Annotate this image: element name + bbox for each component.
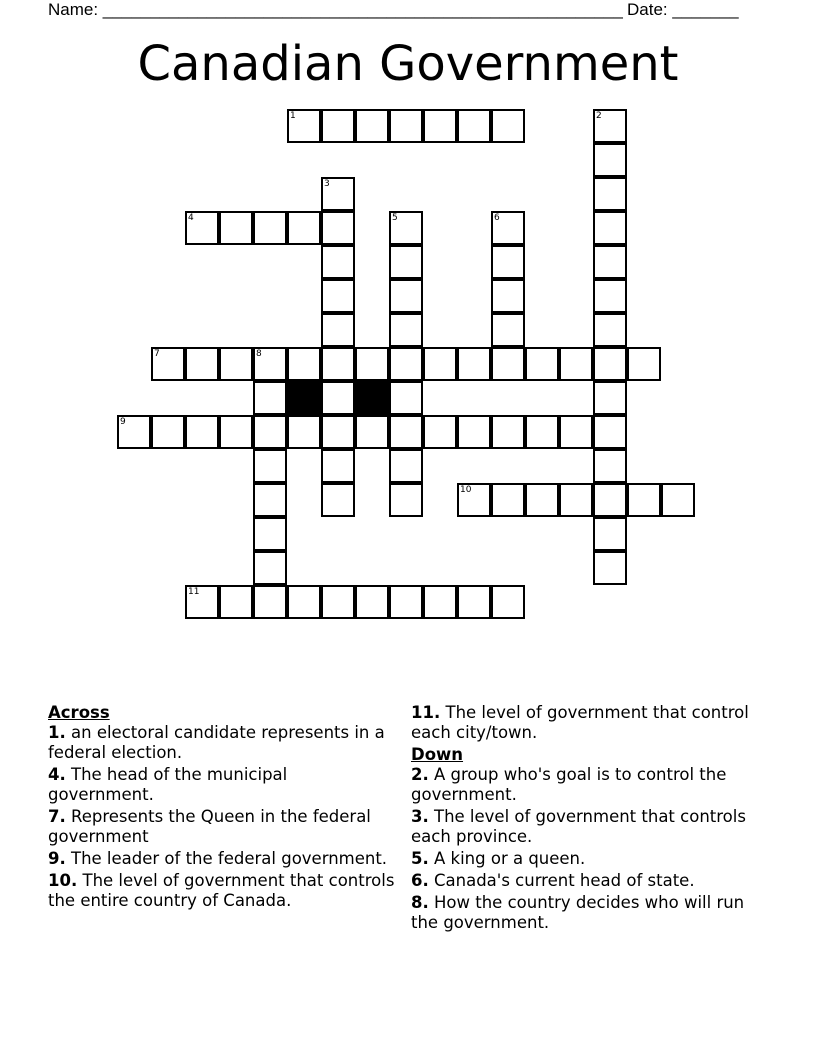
clue-number-label: 7 (154, 349, 160, 359)
grid-cell[interactable] (117, 415, 151, 449)
grid-cell[interactable] (253, 483, 287, 517)
grid-cell[interactable] (491, 313, 525, 347)
grid-cell[interactable] (151, 347, 185, 381)
grid-cell[interactable] (389, 381, 423, 415)
grid-cell[interactable] (593, 551, 627, 585)
grid-cell[interactable] (457, 585, 491, 619)
grid-cell[interactable] (593, 381, 627, 415)
grid-cell[interactable] (389, 279, 423, 313)
grid-cell[interactable] (593, 211, 627, 245)
clue-down-5 (411, 849, 751, 869)
grid-cell[interactable] (593, 177, 627, 211)
grid-cell[interactable] (253, 211, 287, 245)
grid-cell[interactable] (423, 347, 457, 381)
clue-across-11 (411, 703, 751, 743)
grid-cell[interactable] (457, 109, 491, 143)
clue-text: Canada's current head of state. (434, 871, 695, 890)
grid-cell[interactable] (389, 313, 423, 347)
clue-text: A group who's goal is to control the government. (411, 765, 727, 804)
grid-cell[interactable] (491, 211, 525, 245)
clue-number: 11. (411, 703, 441, 722)
grid-cell[interactable] (253, 517, 287, 551)
grid-cell[interactable] (253, 551, 287, 585)
clue-down-6 (411, 871, 751, 891)
grid-cell[interactable] (491, 585, 525, 619)
clue-number: 6. (411, 871, 429, 890)
clue-text: How the country decides who will run the government. (411, 893, 745, 932)
grid-cell[interactable] (185, 585, 219, 619)
grid-cell[interactable] (321, 109, 355, 143)
grid-cell[interactable] (389, 449, 423, 483)
grid-cell[interactable] (321, 483, 355, 517)
grid-cell[interactable] (321, 177, 355, 211)
grid-cell[interactable] (389, 585, 423, 619)
grid-cell[interactable] (321, 347, 355, 381)
grid-cell[interactable] (593, 109, 627, 143)
grid-cell[interactable] (389, 483, 423, 517)
clues-column-left (48, 703, 398, 913)
grid-cell[interactable] (593, 449, 627, 483)
grid-cell[interactable] (321, 313, 355, 347)
clue-text: Represents the Queen in the federal government (48, 807, 371, 846)
clue-text: an electoral candidate represents in a federal election. (48, 723, 385, 762)
black-square (287, 381, 321, 415)
grid-cell[interactable] (457, 483, 491, 517)
grid-cell[interactable] (253, 381, 287, 415)
grid-cell[interactable] (389, 245, 423, 279)
grid-cell[interactable] (491, 415, 525, 449)
clue-text: The leader of the federal government. (71, 849, 388, 868)
clue-across-4 (48, 765, 398, 805)
clue-number: 9. (48, 849, 66, 868)
grid-cell[interactable] (559, 347, 593, 381)
grid-cell[interactable] (219, 585, 253, 619)
clue-text: A king or a queen. (434, 849, 586, 868)
grid-cell[interactable] (287, 109, 321, 143)
clue-number: 7. (48, 807, 66, 826)
name-field[interactable]: Name: _______________________________________________________ (48, 0, 623, 19)
clue-number: 4. (48, 765, 66, 784)
grid-cell[interactable] (627, 347, 661, 381)
grid-cell[interactable] (321, 585, 355, 619)
clue-number-label: 1 (290, 111, 296, 121)
grid-cell[interactable] (355, 347, 389, 381)
grid-cell[interactable] (321, 245, 355, 279)
grid-cell[interactable] (253, 347, 287, 381)
grid-cell[interactable] (389, 347, 423, 381)
grid-cell[interactable] (389, 109, 423, 143)
grid-cell[interactable] (423, 415, 457, 449)
clue-number: 8. (411, 893, 429, 912)
clue-number-label: 5 (392, 213, 398, 223)
clue-number-label: 3 (324, 179, 330, 189)
grid-cell[interactable] (593, 279, 627, 313)
clue-number-label: 4 (188, 213, 194, 223)
grid-cell[interactable] (627, 483, 661, 517)
grid-cell[interactable] (457, 347, 491, 381)
grid-cell[interactable] (559, 415, 593, 449)
grid-cell[interactable] (321, 381, 355, 415)
grid-cell[interactable] (253, 415, 287, 449)
clue-across-10 (48, 871, 398, 911)
grid-cell[interactable] (389, 211, 423, 245)
grid-cell[interactable] (219, 211, 253, 245)
clue-across-7 (48, 807, 398, 847)
grid-cell[interactable] (355, 109, 389, 143)
clue-number: 10. (48, 871, 78, 890)
grid-cell[interactable] (525, 347, 559, 381)
clue-text: The level of government that controls each province. (411, 807, 746, 846)
grid-cell[interactable] (151, 415, 185, 449)
grid-cell[interactable] (287, 415, 321, 449)
date-field[interactable]: Date: _______ (627, 0, 739, 19)
grid-cell[interactable] (525, 483, 559, 517)
grid-cell[interactable] (593, 483, 627, 517)
grid-cell[interactable] (593, 245, 627, 279)
grid-cell[interactable] (491, 109, 525, 143)
clue-number: 5. (411, 849, 429, 868)
grid-cell[interactable] (593, 313, 627, 347)
clue-number-label: 9 (120, 417, 126, 427)
grid-cell[interactable] (593, 517, 627, 551)
grid-cell[interactable] (287, 347, 321, 381)
grid-cell[interactable] (423, 585, 457, 619)
grid-cell[interactable] (355, 585, 389, 619)
clues-column-right (411, 703, 751, 935)
grid-cell[interactable] (219, 347, 253, 381)
grid-cell[interactable] (287, 211, 321, 245)
grid-cell[interactable] (593, 347, 627, 381)
grid-cell[interactable] (185, 415, 219, 449)
grid-cell[interactable] (321, 415, 355, 449)
grid-cell[interactable] (355, 415, 389, 449)
clue-number: 3. (411, 807, 429, 826)
grid-cell[interactable] (457, 415, 491, 449)
clue-text: The head of the municipal government. (48, 765, 288, 804)
grid-cell[interactable] (491, 279, 525, 313)
black-square (355, 381, 389, 415)
grid-cell[interactable] (287, 585, 321, 619)
grid-cell[interactable] (321, 211, 355, 245)
grid-cell[interactable] (253, 585, 287, 619)
down-heading: Down (411, 745, 464, 764)
clue-text: The level of government that control each city/town. (411, 703, 749, 742)
grid-cell[interactable] (525, 415, 559, 449)
clue-down-3 (411, 807, 751, 847)
clue-across-9 (48, 849, 398, 869)
grid-cell[interactable] (321, 279, 355, 313)
grid-cell[interactable] (491, 483, 525, 517)
grid-cell[interactable] (559, 483, 593, 517)
grid-cell[interactable] (423, 109, 457, 143)
grid-cell[interactable] (253, 449, 287, 483)
clue-number-label: 11 (188, 587, 200, 597)
grid-cell[interactable] (661, 483, 695, 517)
clue-down-8 (411, 893, 751, 933)
grid-cell[interactable] (491, 347, 525, 381)
clue-down-2 (411, 765, 751, 805)
page-title: Canadian Government (137, 36, 679, 92)
clue-across-1 (48, 723, 398, 763)
grid-cell[interactable] (219, 415, 253, 449)
clue-number-label: 10 (460, 485, 472, 495)
clue-text: The level of government that controls the entire country of Canada. (48, 871, 395, 910)
clue-number: 2. (411, 765, 429, 784)
grid-cell[interactable] (185, 211, 219, 245)
grid-cell[interactable] (321, 449, 355, 483)
clue-number: 1. (48, 723, 66, 742)
grid-cell[interactable] (491, 245, 525, 279)
clue-number-label: 6 (494, 213, 500, 223)
grid-cell[interactable] (389, 415, 423, 449)
clue-number-label: 8 (256, 349, 262, 359)
clue-number-label: 2 (596, 111, 602, 121)
grid-cell[interactable] (593, 415, 627, 449)
grid-cell[interactable] (593, 143, 627, 177)
grid-cell[interactable] (185, 347, 219, 381)
across-heading: Across (48, 703, 110, 722)
